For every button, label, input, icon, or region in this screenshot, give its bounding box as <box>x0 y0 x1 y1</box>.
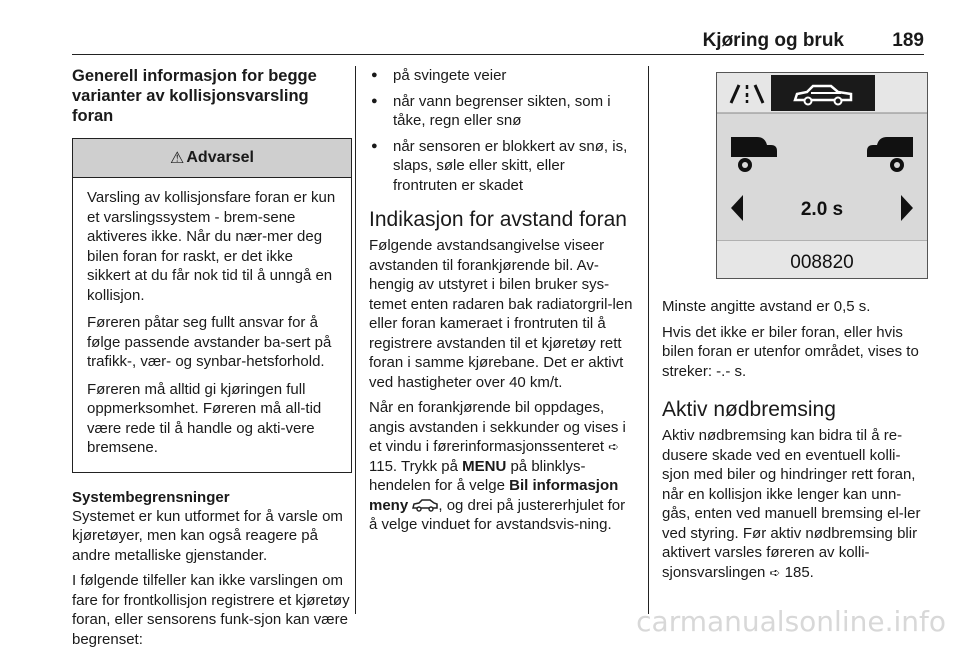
page-reference-link[interactable]: 115 <box>369 457 393 475</box>
warning-title: Advarsel <box>186 149 254 166</box>
limitation-list <box>369 66 633 195</box>
column-3 <box>662 66 926 588</box>
column-1 <box>72 66 352 655</box>
distance-paragraph-1: Følgende avstandsangivelse viseer avstanden til forankjørende bil. Av-hengig av utstyret i bilen bruker sys-temet enten radaren bak radiatorgril-len eller foran kameraet i frontruten til å registrere avstanden til et kjøretøy rett foran i samme kjørebane. Det er aktivt ved hastigheter over 40 km/t. <box>369 237 633 391</box>
list-item: ● når sensoren er blokkert av snø, is, slaps, søle eller skitt, eller frontruten er skadet <box>369 137 633 196</box>
distance-paragraph-2: Når en forankjørende bil oppdages, angis avstanden i sekkunder og vises i et vindu i førerinformasjonssenteret ➪ 115. Trykk på MENU på blinklys-hendelen for å velge Bil informasjon meny , og drei på justererhjulet for å velge vinduet for avstandsvis-ning. <box>369 399 626 533</box>
warning-box <box>72 138 352 473</box>
menu-button-label: MENU <box>462 457 507 475</box>
section-title: Kjøring og bruk <box>702 30 844 51</box>
column-divider-2 <box>648 66 649 614</box>
system-limits-paragraph: I følgende tilfeller kan ikke varslingen om fare for frontkollisjon registrere et kjøretøy foran, eller sensorens funk-sjon kan være begrenset: <box>72 572 350 648</box>
warning-paragraph: Varsling av kollisjonsfare foran er kun et varslingssystem - brem-sene aktiveres ikke. Når du nær-mer deg bilen foran for raskt, er det ikke sikkert at du får nok tid til å unngå en kollisjon. <box>87 189 336 304</box>
general-info-heading: Generell informasjon for begge varianter av kollisjonsvarsling foran <box>72 67 317 125</box>
warning-paragraph: Føreren må alltid gi kjøringen full oppmerksomhet. Føreren må all-tid være rede til å handle og akti-vere bremsene. <box>87 380 322 456</box>
arrow-left-icon <box>731 195 743 221</box>
warning-body <box>73 178 351 472</box>
warning-header <box>73 139 351 178</box>
odometer-readout: 008820 <box>790 252 854 273</box>
active-braking-paragraph: Aktiv nødbremsing kan bidra til å re-dusere skade ved en eventuell kolli-sjon med biler og hindringer rett foran, når en kollisjon ikke lenger kan unn-gås, enten ved manuell bremsing el-ler ved styring. Før aktiv nødbremsing blir aktivert varsles føreren av kolli-sjonsvarslingen ➪ 185. <box>662 427 921 581</box>
page-number: 189 <box>892 30 924 51</box>
list-item: ● på svingete veier <box>369 66 633 86</box>
active-braking-heading: Aktiv nødbremsing <box>662 398 836 421</box>
warning-triangle-icon: ⚠ <box>170 150 185 167</box>
system-limits-heading: Systembegrensninger <box>72 488 230 506</box>
page-reference-icon: ➪ <box>769 564 781 580</box>
min-distance-caption: Minste angitte avstand er 0,5 s. <box>662 298 871 315</box>
vehicle-info-menu-label: Bil informasjon meny <box>369 477 619 514</box>
list-item: ● når vann begrenser sikten, som i tåke, regn eller snø <box>369 92 633 131</box>
distance-indication-heading: Indikasjon for avstand foran <box>369 208 627 231</box>
car-icon <box>412 499 438 512</box>
watermark: carmanualsonline.info <box>636 605 946 638</box>
car-rear-icon <box>731 137 777 172</box>
car-front-icon <box>867 137 913 172</box>
display-graphic <box>717 73 927 278</box>
arrow-right-icon <box>901 195 913 221</box>
no-vehicle-caption: Hvis det ikke er biler foran, eller hvis bilen foran er utenfor området, vises to streker: -.- s. <box>662 323 919 380</box>
page-reference-icon: ➪ <box>608 439 620 454</box>
warning-paragraph: Føreren påtar seg fullt ansvar for å følge passende avstander ba-sert på trafikk-, vær- og synbar-hetsforhold. <box>87 314 332 370</box>
system-limits-paragraph: Systemet er kun utformet for å varsle om kjøretøyer, men kan også reagere på andre metalliske gjenstander. <box>72 507 343 564</box>
page-reference-link[interactable]: 185 <box>784 563 810 581</box>
page-header <box>72 28 924 55</box>
distance-display-illustration <box>716 72 928 279</box>
distance-readout: 2.0 s <box>800 199 844 220</box>
column-2 <box>369 66 633 541</box>
column-divider-1 <box>355 66 356 614</box>
